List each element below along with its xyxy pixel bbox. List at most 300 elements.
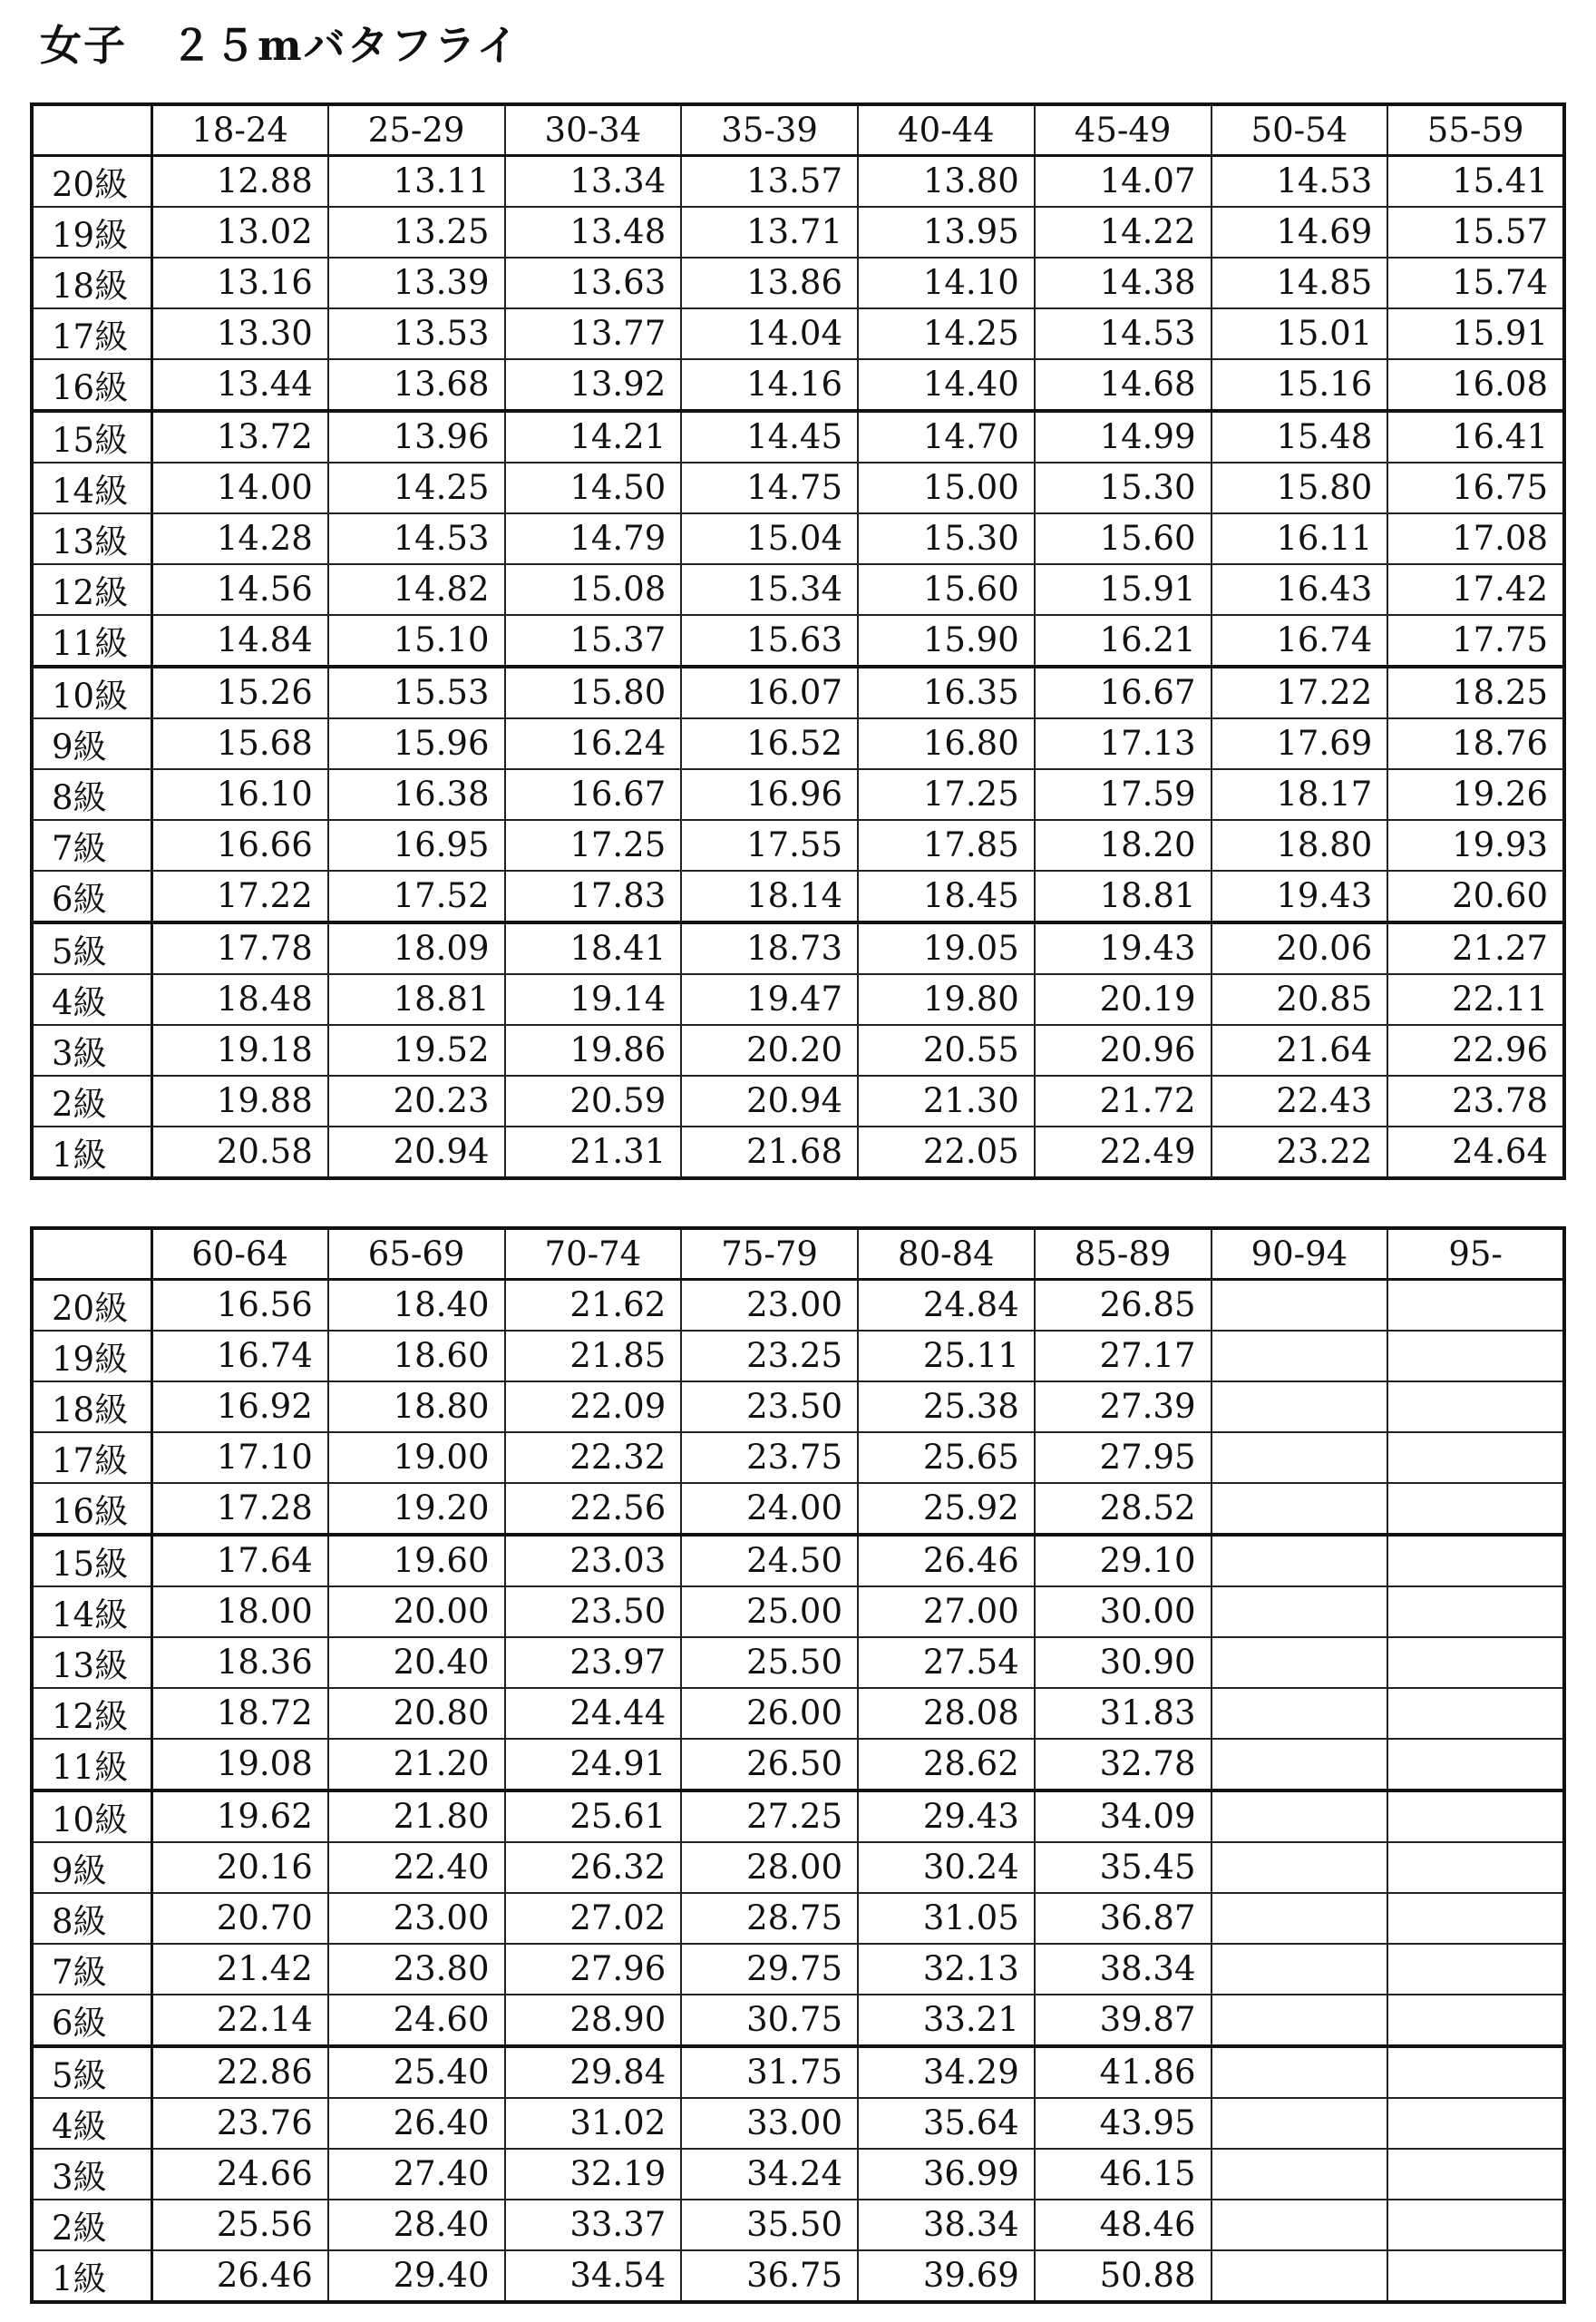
time-cell: 17.42	[1387, 564, 1564, 615]
time-cell: 13.11	[328, 155, 505, 207]
time-cell: 20.94	[681, 1076, 858, 1127]
time-cell	[1387, 1279, 1564, 1331]
time-cell: 16.38	[328, 769, 505, 820]
time-cell: 13.30	[151, 308, 328, 359]
time-cell: 15.04	[681, 513, 858, 564]
time-cell: 39.69	[858, 2250, 1035, 2302]
time-cell: 21.64	[1212, 1025, 1388, 1076]
table-row	[32, 1944, 1564, 1995]
time-cell: 18.73	[681, 922, 858, 974]
time-cell: 19.08	[151, 1739, 328, 1790]
time-cell: 41.86	[1035, 2046, 1212, 2098]
grade-label: 20級	[32, 1279, 151, 1331]
time-cell: 21.31	[505, 1127, 682, 1178]
time-cell: 16.74	[1212, 615, 1388, 667]
time-cell: 17.08	[1387, 513, 1564, 564]
time-cell: 19.18	[151, 1025, 328, 1076]
time-cell: 16.67	[1035, 667, 1212, 718]
time-cell	[1212, 1637, 1388, 1688]
time-cell: 15.60	[858, 564, 1035, 615]
grade-label: 11級	[32, 615, 151, 667]
age-group-header: 65-69	[328, 1228, 505, 1279]
time-cell	[1212, 1842, 1388, 1893]
table-row	[32, 308, 1564, 359]
grade-label: 3級	[32, 2149, 151, 2200]
time-cell: 14.50	[505, 463, 682, 513]
table-row	[32, 1483, 1564, 1535]
time-cell: 16.56	[151, 1279, 328, 1331]
time-cell: 20.59	[505, 1076, 682, 1127]
table-row	[32, 871, 1564, 922]
time-cell: 23.03	[505, 1535, 682, 1586]
time-cell: 15.91	[1387, 308, 1564, 359]
time-cell: 30.00	[1035, 1586, 1212, 1637]
table-row	[32, 463, 1564, 513]
time-cell: 30.75	[681, 1995, 858, 2046]
table-row	[32, 820, 1564, 871]
time-cell: 12.88	[151, 155, 328, 207]
time-cell: 29.10	[1035, 1535, 1212, 1586]
time-cell: 23.25	[681, 1331, 858, 1381]
time-cell: 33.37	[505, 2200, 682, 2250]
time-cell: 13.96	[328, 411, 505, 463]
time-cell: 19.60	[328, 1535, 505, 1586]
age-group-header: 45-49	[1035, 104, 1212, 155]
time-cell: 18.80	[1212, 820, 1388, 871]
time-cell: 29.84	[505, 2046, 682, 2098]
time-cell: 14.75	[681, 463, 858, 513]
time-cell: 17.25	[505, 820, 682, 871]
time-cell: 22.40	[328, 1842, 505, 1893]
time-cell: 36.99	[858, 2149, 1035, 2200]
time-cell: 20.96	[1035, 1025, 1212, 1076]
table-row	[32, 1790, 1564, 1842]
time-cell: 13.44	[151, 359, 328, 411]
time-cell: 14.70	[858, 411, 1035, 463]
time-cell: 14.56	[151, 564, 328, 615]
time-cell: 17.83	[505, 871, 682, 922]
grade-label: 20級	[32, 155, 151, 207]
time-cell: 15.90	[858, 615, 1035, 667]
time-cell: 24.66	[151, 2149, 328, 2200]
time-cell: 28.40	[328, 2200, 505, 2250]
time-cell	[1212, 1944, 1388, 1995]
time-cell	[1387, 1944, 1564, 1995]
time-cell: 27.00	[858, 1586, 1035, 1637]
grade-label: 9級	[32, 718, 151, 769]
grade-label: 14級	[32, 1586, 151, 1637]
grade-label: 6級	[32, 871, 151, 922]
time-cell: 17.64	[151, 1535, 328, 1586]
time-cell: 19.93	[1387, 820, 1564, 871]
time-cell: 18.09	[328, 922, 505, 974]
table-row	[32, 207, 1564, 258]
time-cell: 13.57	[681, 155, 858, 207]
grade-label: 5級	[32, 2046, 151, 2098]
time-cell	[1212, 1535, 1388, 1586]
time-cell: 19.47	[681, 974, 858, 1025]
time-cell: 27.39	[1035, 1381, 1212, 1432]
time-cell: 15.57	[1387, 207, 1564, 258]
time-cell: 18.36	[151, 1637, 328, 1688]
time-cell: 33.00	[681, 2098, 858, 2149]
time-cell: 17.13	[1035, 718, 1212, 769]
time-cell: 31.83	[1035, 1688, 1212, 1739]
grade-label: 9級	[32, 1842, 151, 1893]
header-row	[32, 1228, 1564, 1279]
table-row	[32, 155, 1564, 207]
time-cell: 35.45	[1035, 1842, 1212, 1893]
time-cell: 18.45	[858, 871, 1035, 922]
corner-cell	[32, 1228, 151, 1279]
grade-label: 5級	[32, 922, 151, 974]
time-cell: 13.95	[858, 207, 1035, 258]
time-cell: 17.22	[1212, 667, 1388, 718]
time-cell: 20.80	[328, 1688, 505, 1739]
time-cell: 17.52	[328, 871, 505, 922]
time-cell: 34.29	[858, 2046, 1035, 2098]
age-group-header: 30-34	[505, 104, 682, 155]
time-cell: 16.11	[1212, 513, 1388, 564]
time-cell	[1387, 1995, 1564, 2046]
time-cell: 35.50	[681, 2200, 858, 2250]
time-cell: 13.72	[151, 411, 328, 463]
grade-label: 10級	[32, 667, 151, 718]
table-row	[32, 1586, 1564, 1637]
time-cell: 23.00	[328, 1893, 505, 1944]
time-cell: 17.75	[1387, 615, 1564, 667]
grade-label: 2級	[32, 1076, 151, 1127]
time-cell: 15.91	[1035, 564, 1212, 615]
age-group-header: 40-44	[858, 104, 1035, 155]
time-cell: 15.34	[681, 564, 858, 615]
time-cell: 27.25	[681, 1790, 858, 1842]
time-cell	[1212, 1995, 1388, 2046]
time-cell: 15.80	[505, 667, 682, 718]
time-cell: 30.90	[1035, 1637, 1212, 1688]
table-row	[32, 667, 1564, 718]
time-cell: 20.16	[151, 1842, 328, 1893]
time-cell: 26.32	[505, 1842, 682, 1893]
time-cell	[1387, 1790, 1564, 1842]
time-cell	[1212, 1483, 1388, 1535]
time-cell: 28.52	[1035, 1483, 1212, 1535]
time-cell: 15.30	[858, 513, 1035, 564]
time-cell: 14.53	[1035, 308, 1212, 359]
time-cell: 13.80	[858, 155, 1035, 207]
table-row	[32, 769, 1564, 820]
table-row	[32, 513, 1564, 564]
time-cell	[1387, 1842, 1564, 1893]
age-group-header: 55-59	[1387, 104, 1564, 155]
time-cell: 20.85	[1212, 974, 1388, 1025]
time-cell: 19.26	[1387, 769, 1564, 820]
time-cell: 34.54	[505, 2250, 682, 2302]
time-cell: 18.40	[328, 1279, 505, 1331]
grade-label: 19級	[32, 1331, 151, 1381]
time-cell: 28.08	[858, 1688, 1035, 1739]
grade-label: 15級	[32, 1535, 151, 1586]
time-cell: 19.52	[328, 1025, 505, 1076]
time-cell: 20.40	[328, 1637, 505, 1688]
time-cell: 16.66	[151, 820, 328, 871]
time-cell: 25.92	[858, 1483, 1035, 1535]
time-cell: 21.68	[681, 1127, 858, 1178]
time-cell: 25.56	[151, 2200, 328, 2250]
time-cell: 20.60	[1387, 871, 1564, 922]
time-cell: 14.22	[1035, 207, 1212, 258]
time-cell: 19.80	[858, 974, 1035, 1025]
grade-label: 10級	[32, 1790, 151, 1842]
time-cell: 24.44	[505, 1688, 682, 1739]
age-group-header: 90-94	[1212, 1228, 1388, 1279]
time-cell: 19.88	[151, 1076, 328, 1127]
time-cell: 16.75	[1387, 463, 1564, 513]
time-cell: 16.07	[681, 667, 858, 718]
time-cell: 25.40	[328, 2046, 505, 2098]
age-group-header: 75-79	[681, 1228, 858, 1279]
time-cell: 21.30	[858, 1076, 1035, 1127]
time-cell: 16.35	[858, 667, 1035, 718]
age-group-header: 80-84	[858, 1228, 1035, 1279]
time-cell: 18.81	[328, 974, 505, 1025]
grade-table-1	[30, 102, 1566, 1180]
time-cell	[1212, 2200, 1388, 2250]
time-cell: 48.46	[1035, 2200, 1212, 2250]
table-row	[32, 2046, 1564, 2098]
age-group-header: 85-89	[1035, 1228, 1212, 1279]
time-cell: 27.02	[505, 1893, 682, 1944]
time-cell	[1212, 2098, 1388, 2149]
table-row	[32, 359, 1564, 411]
time-cell: 19.43	[1212, 871, 1388, 922]
time-cell: 25.50	[681, 1637, 858, 1688]
time-cell: 15.68	[151, 718, 328, 769]
time-cell: 16.95	[328, 820, 505, 871]
time-cell: 19.86	[505, 1025, 682, 1076]
time-cell: 14.21	[505, 411, 682, 463]
time-cell: 14.45	[681, 411, 858, 463]
time-cell: 23.22	[1212, 1127, 1388, 1178]
time-cell: 16.67	[505, 769, 682, 820]
table-row	[32, 1331, 1564, 1381]
time-cell	[1212, 1279, 1388, 1331]
time-cell: 23.75	[681, 1432, 858, 1483]
time-cell: 27.17	[1035, 1331, 1212, 1381]
table-row	[32, 1739, 1564, 1790]
grade-label: 12級	[32, 564, 151, 615]
time-cell: 21.27	[1387, 922, 1564, 974]
time-cell	[1387, 2098, 1564, 2149]
time-cell: 13.53	[328, 308, 505, 359]
time-cell: 17.25	[858, 769, 1035, 820]
table-row	[32, 1076, 1564, 1127]
time-cell: 15.30	[1035, 463, 1212, 513]
time-cell: 14.84	[151, 615, 328, 667]
time-cell	[1212, 1586, 1388, 1637]
grade-label: 4級	[32, 974, 151, 1025]
time-cell: 18.41	[505, 922, 682, 974]
time-cell: 20.19	[1035, 974, 1212, 1025]
time-cell: 20.00	[328, 1586, 505, 1637]
time-cell: 18.17	[1212, 769, 1388, 820]
table-row	[32, 1025, 1564, 1076]
table-row	[32, 2149, 1564, 2200]
time-cell: 25.11	[858, 1331, 1035, 1381]
time-cell	[1212, 1790, 1388, 1842]
time-cell: 22.14	[151, 1995, 328, 2046]
time-cell: 28.90	[505, 1995, 682, 2046]
time-cell: 33.21	[858, 1995, 1035, 2046]
corner-cell	[32, 104, 151, 155]
grade-label: 11級	[32, 1739, 151, 1790]
time-cell: 13.39	[328, 258, 505, 308]
time-cell: 14.16	[681, 359, 858, 411]
time-cell	[1212, 1432, 1388, 1483]
time-cell: 18.60	[328, 1331, 505, 1381]
table-row	[32, 411, 1564, 463]
time-cell: 20.55	[858, 1025, 1035, 1076]
time-cell: 46.15	[1035, 2149, 1212, 2200]
time-cell: 13.25	[328, 207, 505, 258]
time-cell: 18.25	[1387, 667, 1564, 718]
time-cell: 15.80	[1212, 463, 1388, 513]
time-cell: 14.40	[858, 359, 1035, 411]
time-cell: 22.09	[505, 1381, 682, 1432]
time-cell: 23.80	[328, 1944, 505, 1995]
grade-label: 2級	[32, 2200, 151, 2250]
time-cell	[1387, 2149, 1564, 2200]
time-cell: 22.43	[1212, 1076, 1388, 1127]
grade-label: 6級	[32, 1995, 151, 2046]
time-cell: 24.64	[1387, 1127, 1564, 1178]
time-cell: 36.87	[1035, 1893, 1212, 1944]
time-cell	[1212, 1893, 1388, 1944]
time-cell: 35.64	[858, 2098, 1035, 2149]
time-cell: 13.92	[505, 359, 682, 411]
time-cell: 24.84	[858, 1279, 1035, 1331]
time-cell: 24.00	[681, 1483, 858, 1535]
time-cell: 21.42	[151, 1944, 328, 1995]
time-cell: 36.75	[681, 2250, 858, 2302]
time-cell: 32.19	[505, 2149, 682, 2200]
time-cell: 14.53	[1212, 155, 1388, 207]
time-cell: 26.46	[858, 1535, 1035, 1586]
age-group-header: 25-29	[328, 104, 505, 155]
time-cell: 14.68	[1035, 359, 1212, 411]
time-cell: 27.40	[328, 2149, 505, 2200]
time-cell: 15.96	[328, 718, 505, 769]
time-cell: 17.78	[151, 922, 328, 974]
age-group-header: 60-64	[151, 1228, 328, 1279]
time-cell: 14.28	[151, 513, 328, 564]
time-cell: 13.48	[505, 207, 682, 258]
time-cell: 19.14	[505, 974, 682, 1025]
time-cell: 22.11	[1387, 974, 1564, 1025]
header-row	[32, 104, 1564, 155]
time-cell: 15.16	[1212, 359, 1388, 411]
grade-label: 13級	[32, 1637, 151, 1688]
grade-label: 1級	[32, 2250, 151, 2302]
time-cell: 22.05	[858, 1127, 1035, 1178]
time-cell: 14.25	[328, 463, 505, 513]
time-cell: 16.24	[505, 718, 682, 769]
grade-label: 14級	[32, 463, 151, 513]
time-cell: 14.04	[681, 308, 858, 359]
grade-label: 12級	[32, 1688, 151, 1739]
time-cell: 20.20	[681, 1025, 858, 1076]
table-row	[32, 718, 1564, 769]
age-group-header: 35-39	[681, 104, 858, 155]
time-cell	[1387, 1739, 1564, 1790]
time-cell: 16.80	[858, 718, 1035, 769]
time-cell	[1212, 2149, 1388, 2200]
time-cell: 23.50	[681, 1381, 858, 1432]
time-cell: 17.69	[1212, 718, 1388, 769]
time-cell: 22.56	[505, 1483, 682, 1535]
time-cell	[1387, 1381, 1564, 1432]
time-cell: 16.41	[1387, 411, 1564, 463]
time-cell: 23.78	[1387, 1076, 1564, 1127]
time-cell: 23.00	[681, 1279, 858, 1331]
time-cell	[1387, 1331, 1564, 1381]
time-cell: 17.22	[151, 871, 328, 922]
grade-label: 18級	[32, 1381, 151, 1432]
page-title: 女子 ２５mバタフライ	[40, 21, 521, 70]
time-cell: 15.37	[505, 615, 682, 667]
grade-label: 16級	[32, 359, 151, 411]
time-cell: 32.78	[1035, 1739, 1212, 1790]
time-cell: 27.95	[1035, 1432, 1212, 1483]
grade-table-2	[30, 1226, 1566, 2304]
time-cell: 18.76	[1387, 718, 1564, 769]
time-cell: 15.53	[328, 667, 505, 718]
time-cell: 26.40	[328, 2098, 505, 2149]
time-cell: 17.59	[1035, 769, 1212, 820]
grade-label: 19級	[32, 207, 151, 258]
time-cell: 20.94	[328, 1127, 505, 1178]
time-cell: 30.24	[858, 1842, 1035, 1893]
time-cell: 22.86	[151, 2046, 328, 2098]
time-cell: 27.54	[858, 1637, 1035, 1688]
time-cell: 16.21	[1035, 615, 1212, 667]
time-cell: 29.40	[328, 2250, 505, 2302]
time-cell: 17.10	[151, 1432, 328, 1483]
time-cell: 23.50	[505, 1586, 682, 1637]
time-cell: 29.43	[858, 1790, 1035, 1842]
grade-label: 1級	[32, 1127, 151, 1178]
time-cell: 15.01	[1212, 308, 1388, 359]
time-cell	[1387, 1637, 1564, 1688]
time-cell: 13.02	[151, 207, 328, 258]
table-row	[32, 1279, 1564, 1331]
time-cell: 14.99	[1035, 411, 1212, 463]
time-cell: 38.34	[858, 2200, 1035, 2250]
time-cell: 16.43	[1212, 564, 1388, 615]
time-cell: 14.82	[328, 564, 505, 615]
time-cell: 29.75	[681, 1944, 858, 1995]
time-cell: 18.00	[151, 1586, 328, 1637]
time-cell: 25.61	[505, 1790, 682, 1842]
time-cell: 18.20	[1035, 820, 1212, 871]
time-cell: 17.85	[858, 820, 1035, 871]
time-cell: 22.32	[505, 1432, 682, 1483]
time-cell	[1387, 2046, 1564, 2098]
time-cell: 14.85	[1212, 258, 1388, 308]
grade-label: 3級	[32, 1025, 151, 1076]
time-cell	[1387, 1586, 1564, 1637]
time-cell: 28.62	[858, 1739, 1035, 1790]
